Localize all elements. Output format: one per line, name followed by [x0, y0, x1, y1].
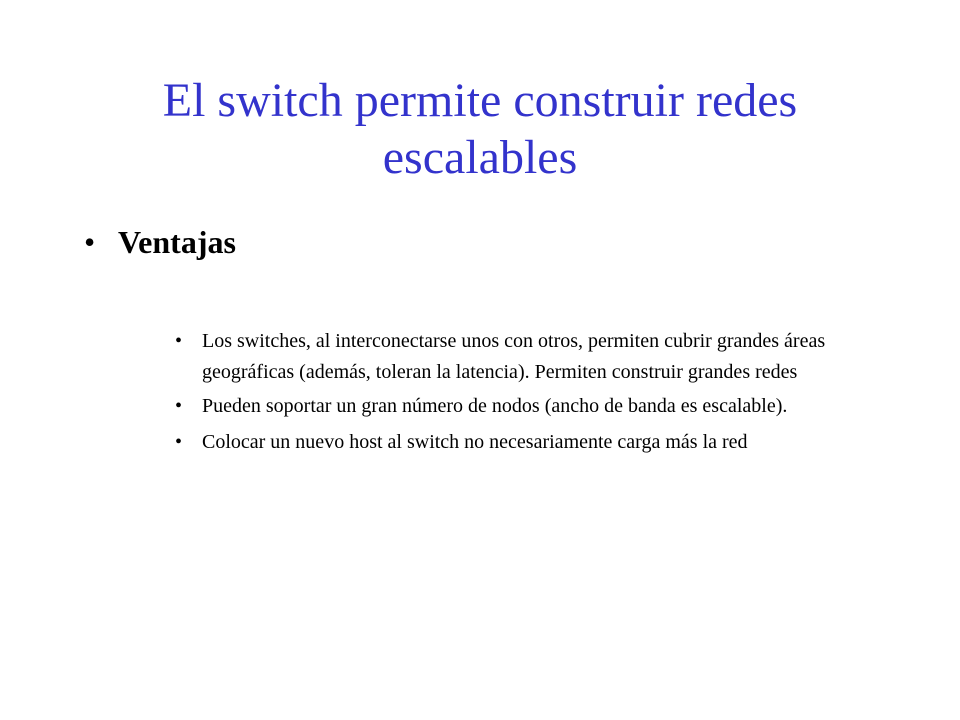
main-bullet-text: Ventajas: [118, 224, 236, 260]
bullet-icon: •: [175, 330, 183, 352]
bullet-icon: •: [175, 431, 183, 453]
sub-bullet-item: [175, 326, 875, 388]
sub-bullet-list: [175, 330, 875, 466]
sub-bullet-item: [175, 394, 875, 418]
sub-bullet-text: Colocar un nuevo host al switch no necesariamente carga más la red: [202, 431, 748, 453]
slide-title: El switch permite construir redes escalables: [162, 74, 798, 184]
sub-bullet-item: [175, 430, 875, 454]
bullet-icon: •: [84, 224, 96, 260]
bullet-icon: •: [175, 395, 183, 417]
sub-bullet-text: Pueden soportar un gran número de nodos (ancho de banda es escalable).: [202, 395, 788, 417]
main-bullet-item: [84, 222, 884, 262]
sub-bullet-text: Los switches, al interconectarse unos con otros, permiten cubrir grandes áreas geográficas (además, toleran la latencia). Permiten construir grandes redes: [202, 330, 826, 383]
